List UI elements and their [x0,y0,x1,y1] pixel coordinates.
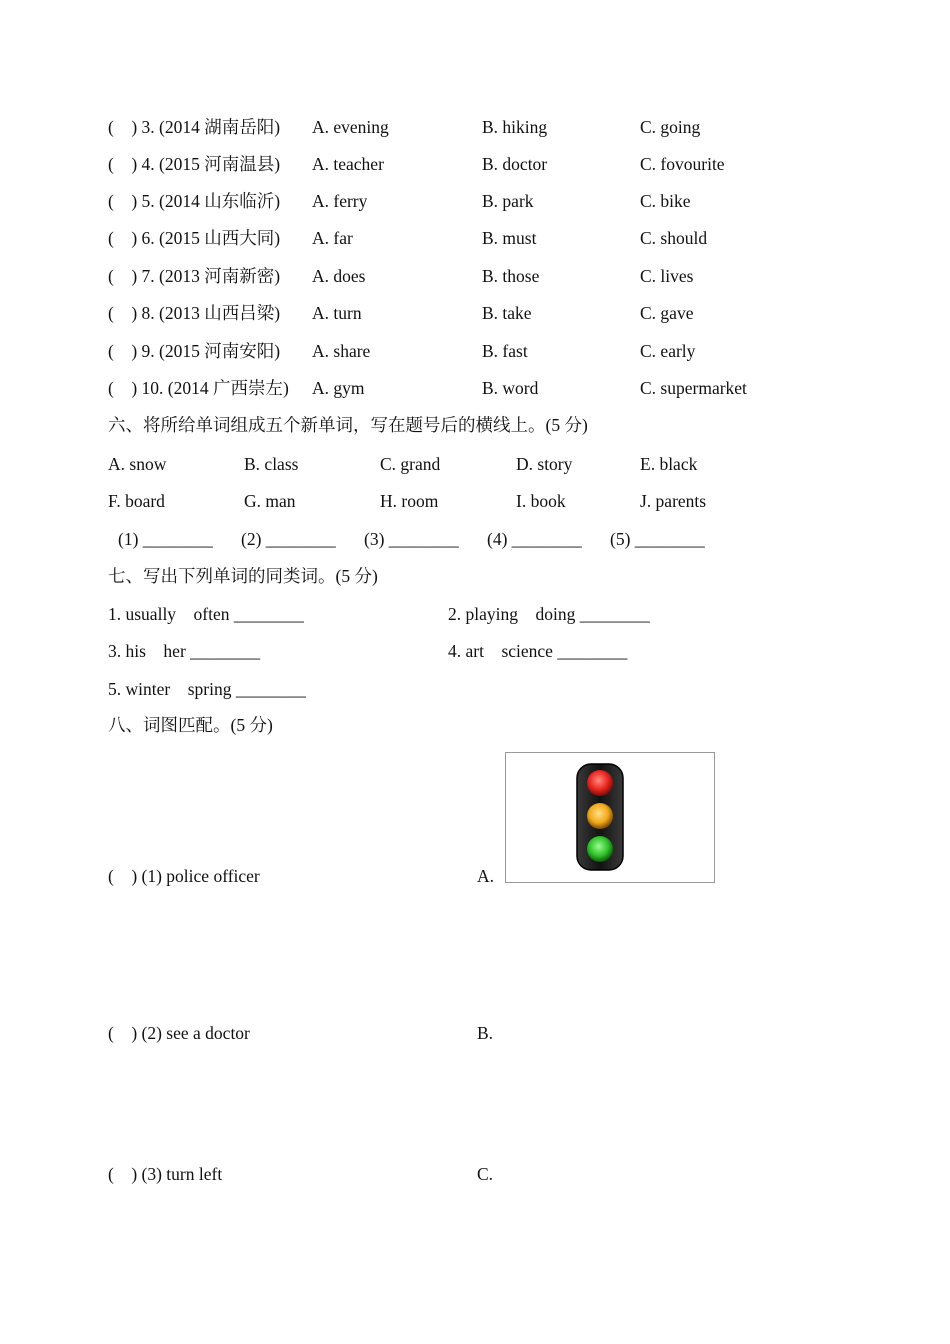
option-c: C. fovourite [640,154,725,174]
option-a: A. far [312,228,353,248]
item-row [0,340,950,364]
picture-label: B. [477,1023,494,1043]
option-b: B. doctor [482,154,548,174]
match-phrase: ( ) (2) see a doctor [108,1023,250,1043]
item-row [0,227,950,251]
word-row [0,453,950,477]
section-7-heading: 七、写出下列单词的同类词。(5 分) [108,566,378,586]
synonym-item[interactable]: 4. art science ________ [448,641,628,661]
answer-blank[interactable]: (1) ________ [118,529,213,549]
word-row [0,490,950,514]
synonym-item[interactable]: 3. his her ________ [108,641,261,661]
item-row [0,265,950,289]
option-c: C. going [640,117,701,137]
blank-row [0,528,950,552]
word-option: C. grand [380,454,441,474]
answer-blank[interactable]: (2) ________ [241,529,336,549]
word-option: B. class [244,454,299,474]
option-a: A. gym [312,378,365,398]
option-b: B. fast [482,341,528,361]
option-a: A. share [312,341,371,361]
option-b: B. word [482,378,539,398]
word-option: D. story [516,454,573,474]
picture-label: A. [477,866,495,886]
option-b: B. those [482,266,540,286]
picture-label: C. [477,1164,494,1184]
option-a: A. turn [312,303,362,323]
word-option: I. book [516,491,566,511]
item-number: ( ) 9. (2015 河南安阳) [108,341,281,361]
match-phrase: ( ) (3) turn left [108,1164,223,1184]
item-number: ( ) 5. (2014 山东临沂) [108,191,281,211]
item-number: ( ) 6. (2015 山西大同) [108,228,281,248]
section-8-heading: 八、词图匹配。(5 分) [108,715,273,735]
option-c: C. supermarket [640,378,747,398]
option-a: A. does [312,266,366,286]
word-option: E. black [640,454,698,474]
option-a: A. ferry [312,191,368,211]
item-number: ( ) 10. (2014 广西崇左) [108,378,289,398]
answer-blank[interactable]: (5) ________ [610,529,705,549]
option-b: B. hiking [482,117,548,137]
item-number: ( ) 7. (2013 河南新密) [108,266,281,286]
option-c: C. should [640,228,708,248]
answer-blank[interactable]: (3) ________ [364,529,459,549]
word-option: A. snow [108,454,167,474]
item-number: ( ) 3. (2014 湖南岳阳) [108,117,281,137]
synonym-item[interactable]: 1. usually often ________ [108,604,304,624]
synonym-item[interactable]: 2. playing doing ________ [448,604,650,624]
option-b: B. park [482,191,534,211]
item-row [0,302,950,326]
item-row [0,116,950,140]
option-c: C. gave [640,303,694,323]
picture-a-frame [505,752,715,883]
word-option: G. man [244,491,296,511]
option-c: C. lives [640,266,694,286]
green-light [587,836,613,862]
option-b: B. take [482,303,532,323]
word-option: J. parents [640,491,707,511]
option-a: A. teacher [312,154,384,174]
synonym-item[interactable]: 5. winter spring ________ [108,679,306,699]
word-option: F. board [108,491,165,511]
item-row [0,377,950,401]
item-row [0,153,950,177]
yellow-light [587,803,613,829]
red-light [587,770,613,796]
match-phrase: ( ) (1) police officer [108,866,260,886]
item-number: ( ) 8. (2013 山西吕梁) [108,303,281,323]
answer-blank[interactable]: (4) ________ [487,529,582,549]
item-row [0,190,950,214]
option-a: A. evening [312,117,389,137]
section-6-heading: 六、将所给单词组成五个新单词，写在题号后的横线上。(5 分) [108,415,588,435]
word-option: H. room [380,491,439,511]
option-b: B. must [482,228,537,248]
option-c: C. bike [640,191,691,211]
traffic-light-icon [506,753,714,882]
item-number: ( ) 4. (2015 河南温县) [108,154,281,174]
option-c: C. early [640,341,696,361]
